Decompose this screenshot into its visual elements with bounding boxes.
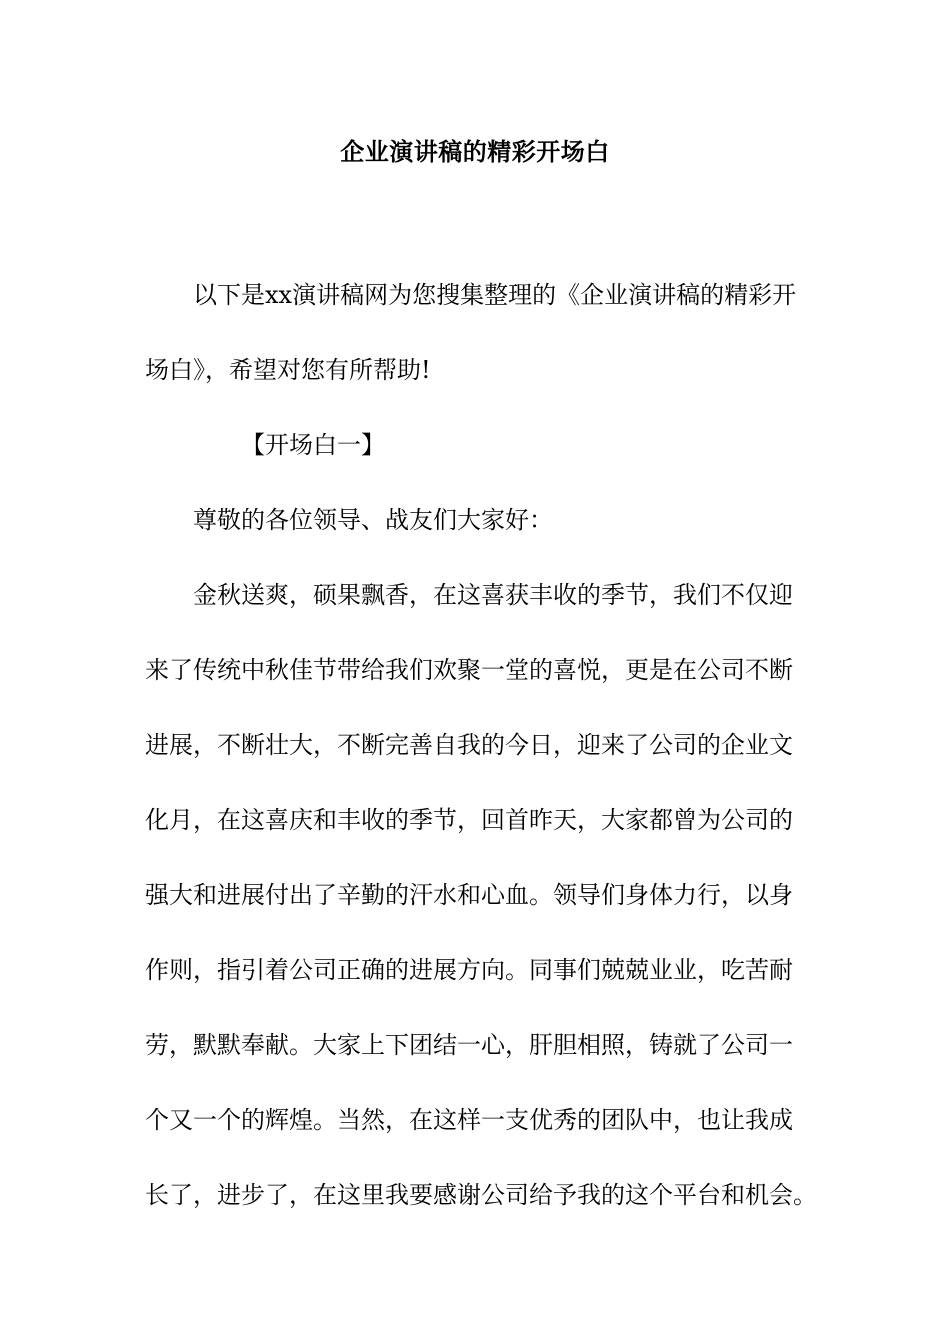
body-line: 来了传统中秋佳节带给我们欢聚一堂的喜悦，更是在公司不断 (145, 656, 793, 684)
body-line: 作则，指引着公司正确的进展方向。同事们兢兢业业，吃苦耐 (145, 956, 793, 984)
intro-paragraph-continued (145, 333, 810, 408)
body-line: 个又一个的辉煌。当然，在这样一支优秀的团队中，也让我成 (145, 1106, 793, 1134)
body-paragraph-first-line (145, 558, 810, 633)
section-heading: 【开场白一】 (241, 431, 385, 459)
body-paragraph (145, 633, 817, 1233)
body-line: 进展，不断壮大，不断完善自我的今日，迎来了公司的企业文 (145, 731, 793, 759)
body-line: 金秋送爽，硕果飘香，在这喜获丰收的季节，我们不仅迎 (193, 581, 793, 609)
document-body (145, 258, 817, 1233)
greeting-paragraph: 尊敬的各位领导、战友们大家好： (193, 506, 553, 534)
body-line: 长了，进步了，在这里我要感谢公司给予我的这个平台和机会。 (145, 1181, 817, 1209)
intro-line-2: 场白》，希望对您有所帮助! (145, 356, 431, 384)
page-title: 企业演讲稿的精彩开场白 (340, 137, 610, 166)
intro-line-1: 以下是xx演讲稿网为您搜集整理的《企业演讲稿的精彩开 (193, 281, 797, 309)
body-line: 劳，默默奉献。大家上下团结一心，肝胆相照，铸就了公司一 (145, 1031, 793, 1059)
body-line: 化月，在这喜庆和丰收的季节，回首昨天，大家都曾为公司的 (145, 806, 793, 834)
intro-paragraph (145, 258, 810, 333)
body-line: 强大和进展付出了辛勤的汗水和心血。领导们身体力行，以身 (145, 881, 793, 909)
